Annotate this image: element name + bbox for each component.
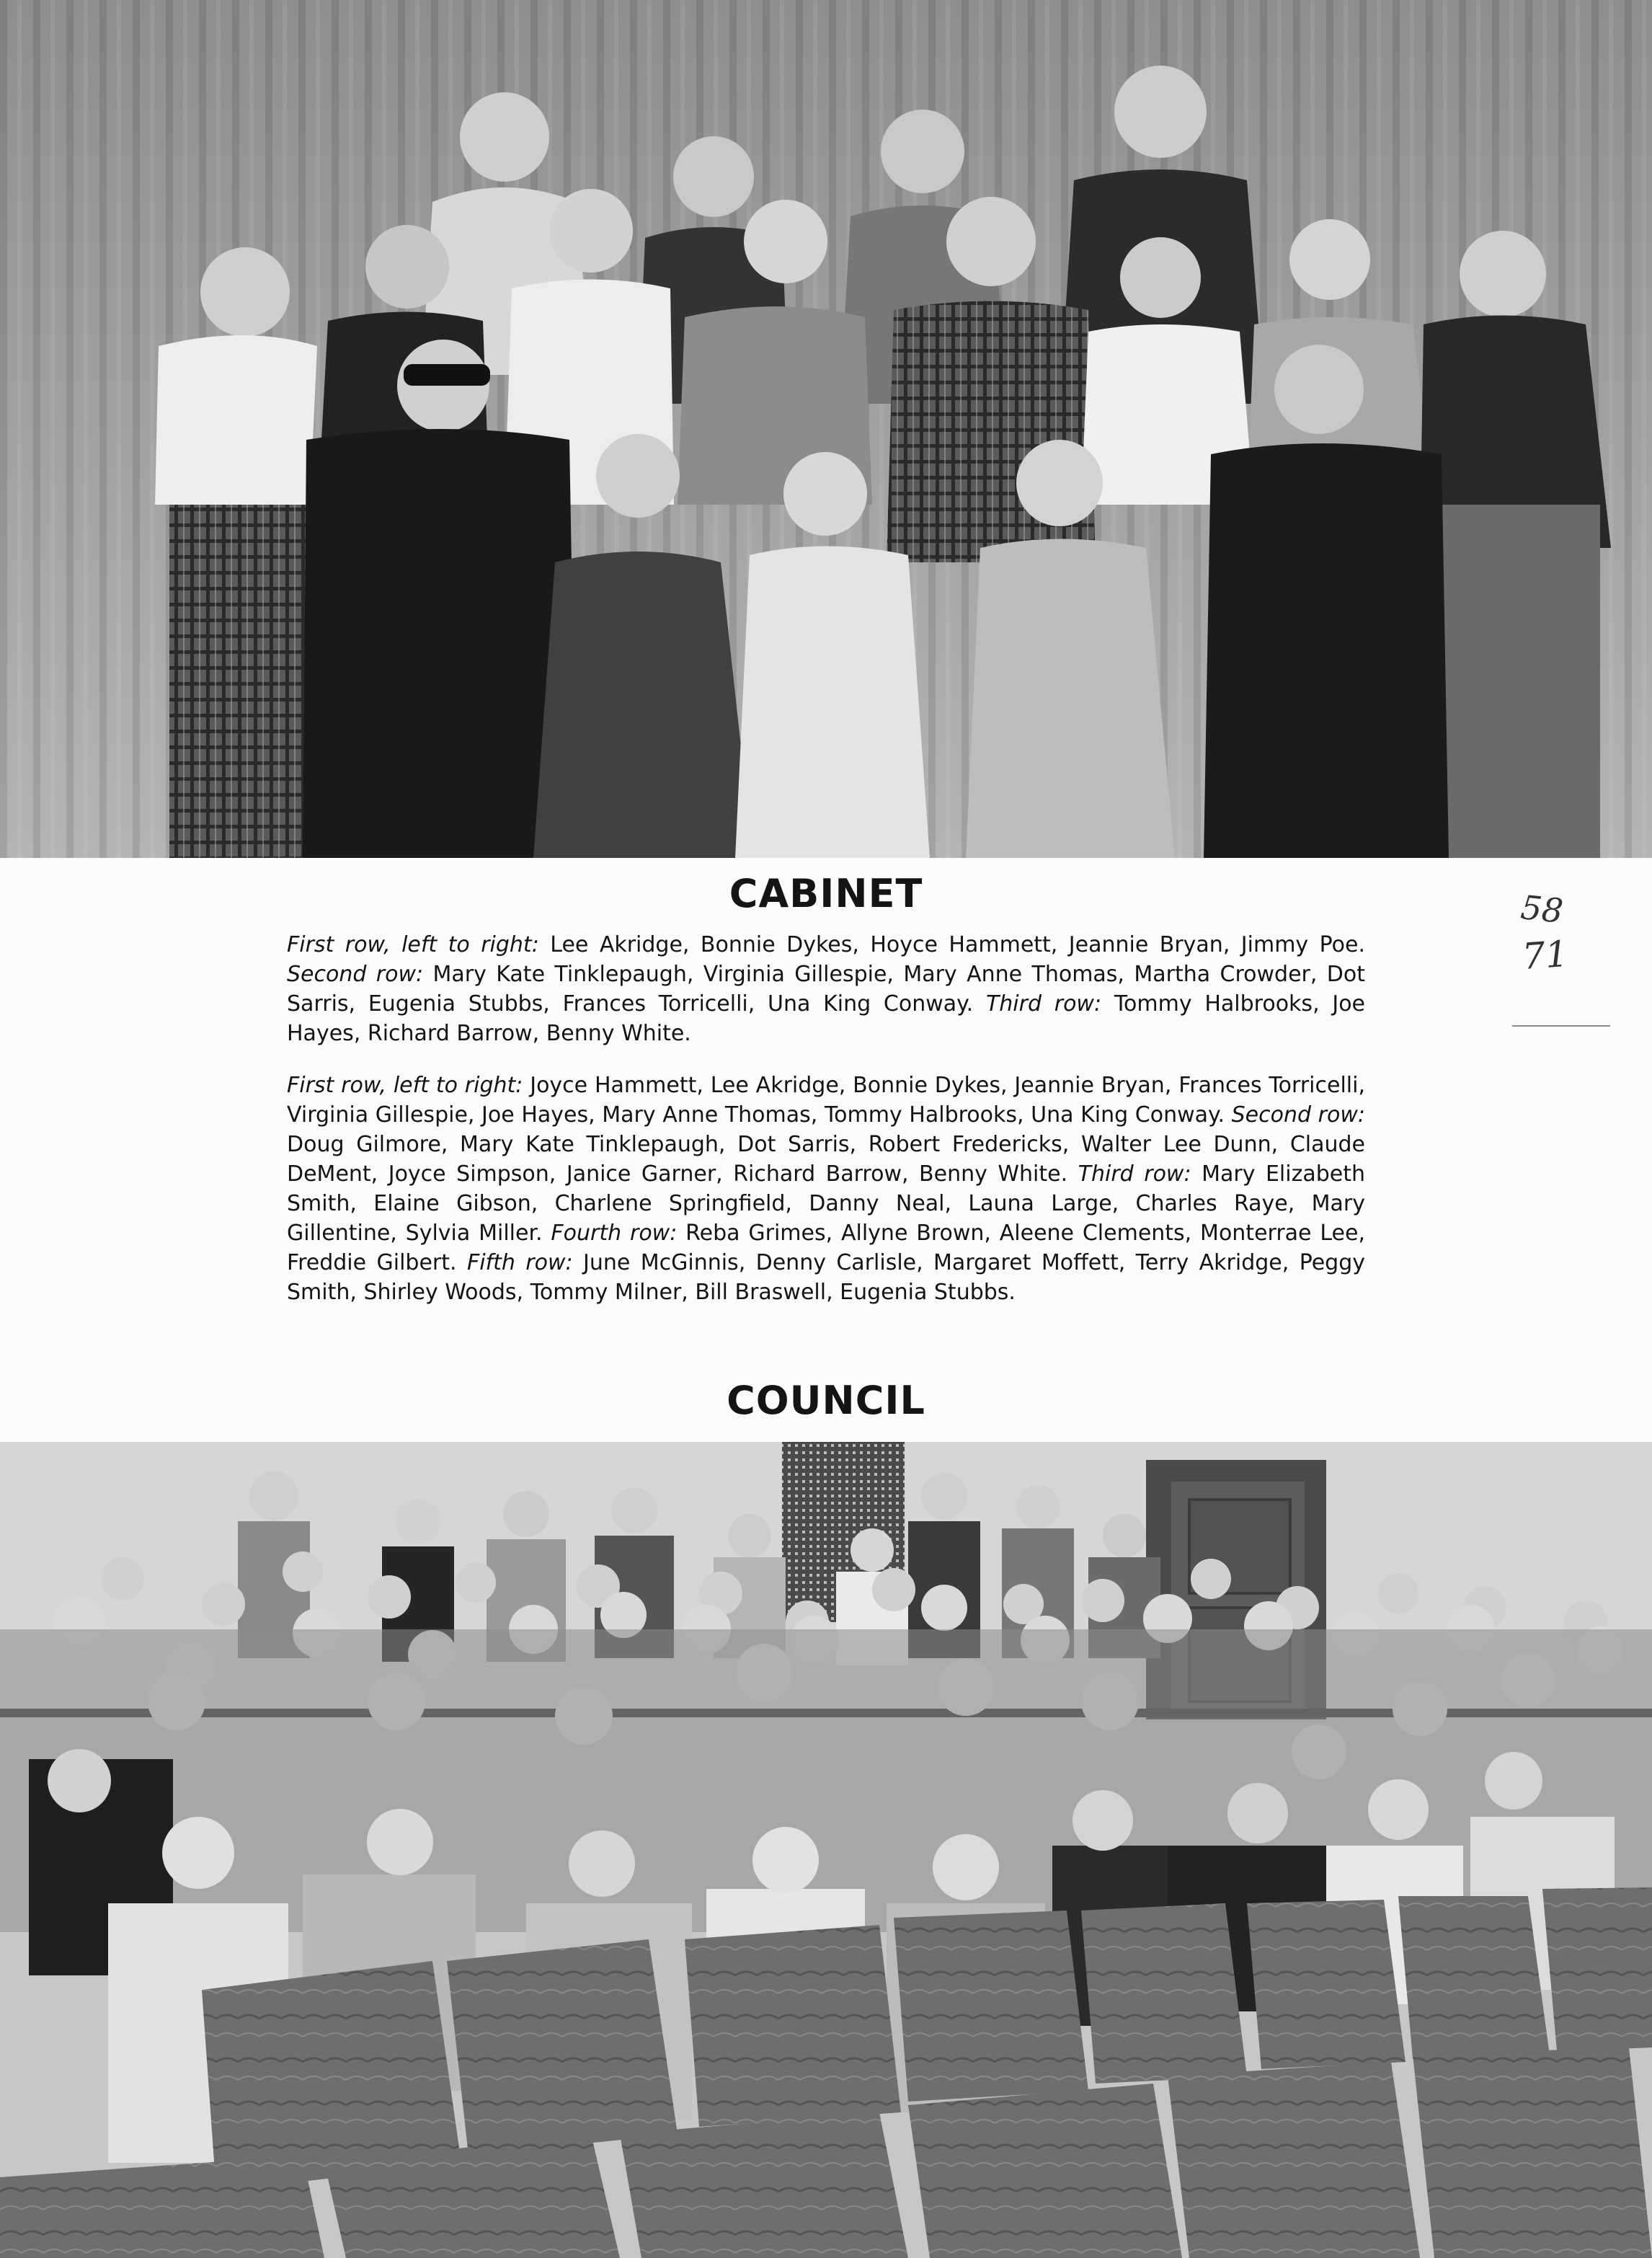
caption-row-label: Second row:: [1231, 1102, 1365, 1128]
caption-names: Joyce Hammett, Lee Akridge, Bonnie Dykes, Jeannie Bryan, Frances Torricelli, Virginia Gillespie, Joe Hayes, Mary Anne Thomas, Tommy Halbrooks, Una King Conway.: [287, 1073, 1365, 1128]
council-caption: [287, 1071, 1365, 1307]
handwritten-number: 58: [1519, 887, 1566, 931]
cabinet-group-photo: [0, 0, 1652, 858]
caption-names: Mary Kate Tinklepaugh, Virginia Gillespie, Mary Anne Thomas, Martha Crowder, Dot Sarris, Eugenia Stubbs, Frances Torricelli, Una King Conway.: [287, 962, 1366, 1017]
cabinet-caption: [287, 930, 1365, 1048]
caption-names: Lee Akridge, Bonnie Dykes, Hoyce Hammett, Jeannie Bryan, Jimmy Poe.: [538, 932, 1366, 957]
caption-names: Mary Elizabeth Smith, Elaine Gibson, Charlene Springfield, Danny Neal, Launa Large, Charles Raye, Mary Gillentine, Sylvia Miller.: [287, 1161, 1366, 1246]
caption-row-label: Fifth row:: [466, 1250, 573, 1275]
caption-row-label: Third row:: [985, 991, 1102, 1017]
cabinet-heading: CABINET: [729, 871, 923, 916]
caption-names: Reba Grimes, Allyne Brown, Aleene Clements, Monterrae Lee, Freddie Gilbert.: [287, 1221, 1365, 1275]
caption-row-label: Third row:: [1078, 1161, 1191, 1187]
caption-row-label: First row, left to right:: [287, 1073, 523, 1098]
caption-names: Tommy Halbrooks, Joe Hayes, Richard Barrow, Benny White.: [287, 991, 1366, 1046]
council-heading: COUNCIL: [727, 1378, 925, 1423]
council-group-photo: [0, 1442, 1652, 2258]
handwritten-number: 71: [1521, 932, 1570, 978]
divider-line: [1512, 1025, 1610, 1027]
caption-names: Doug Gilmore, Mary Kate Tinklepaugh, Dot Sarris, Robert Fredericks, Walter Lee Dunn, Claude DeMent, Joyce Simpson, Janice Garner, Richard Barrow, Benny White.: [287, 1132, 1365, 1187]
cabinet-photo-illustration: [0, 0, 1652, 858]
caption-names: June McGinnis, Denny Carlisle, Margaret Moffett, Terry Akridge, Peggy Smith, Shirley Woods, Tommy Milner, Bill Braswell, Eugenia Stubbs.: [287, 1250, 1366, 1305]
caption-row-label: Fourth row:: [551, 1221, 678, 1246]
council-photo-illustration: [0, 1442, 1652, 2258]
caption-row-label: First row, left to right:: [287, 932, 539, 957]
caption-row-label: Second row:: [287, 962, 424, 987]
